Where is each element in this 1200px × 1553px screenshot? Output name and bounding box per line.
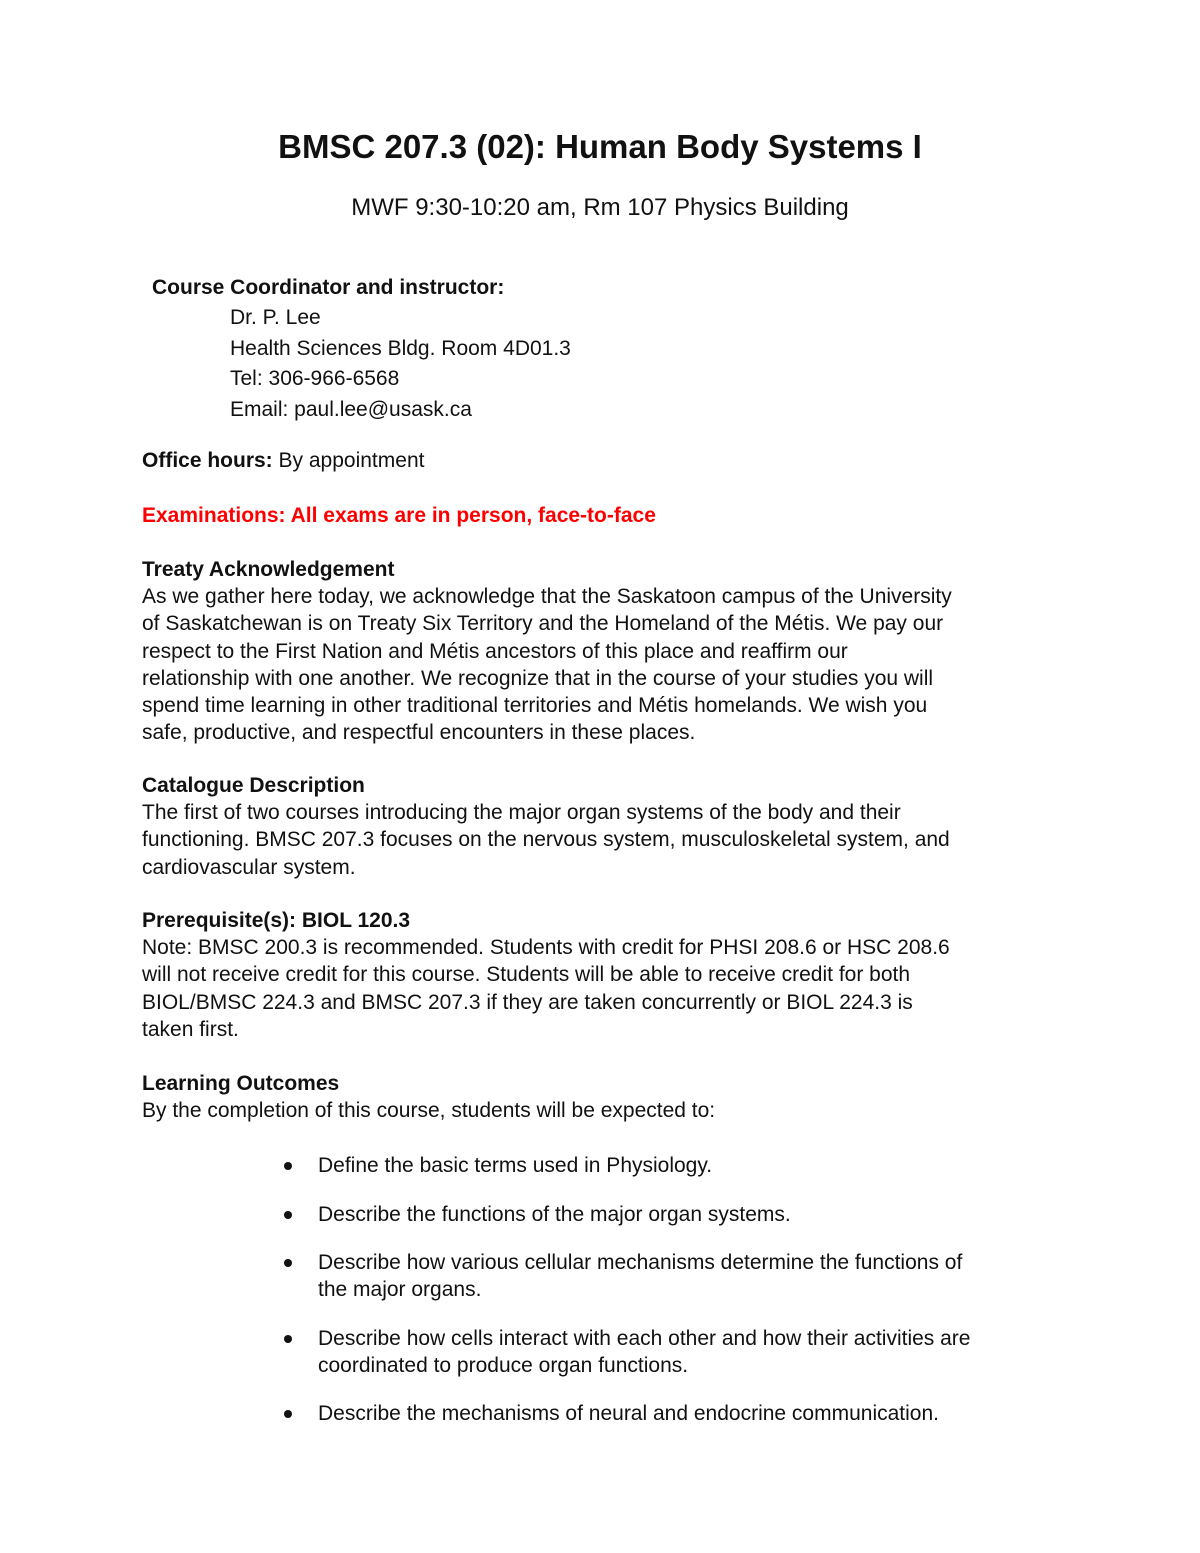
- outcomes-heading: Learning Outcomes: [142, 1072, 340, 1095]
- outcomes-section: [142, 1070, 1062, 1124]
- catalogue-section: [142, 772, 1062, 881]
- list-item-text: Define the basic terms used in Physiology.: [318, 1154, 713, 1177]
- prerequisite-line: BIOL/BMSC 224.3 and BMSC 207.3 if they are taken concurrently or BIOL 224.3 is: [142, 990, 913, 1014]
- catalogue-heading: Catalogue Description: [142, 774, 365, 797]
- bullet-icon: [284, 1410, 292, 1418]
- treaty-line: of Saskatchewan is on Treaty Six Territory and the Homeland of the Métis. We pay our: [142, 612, 944, 636]
- prerequisite-line: will not receive credit for this course. Students will be able to receive credit for both: [142, 963, 911, 987]
- list-item-text: coordinated to produce organ functions.: [318, 1354, 689, 1378]
- instructor-office: Health Sciences Bldg. Room 4D01.3: [230, 336, 571, 360]
- treaty-heading: Treaty Acknowledgement: [142, 558, 395, 581]
- list-item-text: the major organs.: [318, 1278, 482, 1302]
- treaty-line: respect to the First Nation and Métis ancestors of this place and reaffirm our: [142, 639, 848, 663]
- list-item-text: Describe the functions of the major organ systems.: [318, 1203, 791, 1226]
- course-schedule: MWF 9:30-10:20 am, Rm 107 Physics Building: [351, 194, 849, 221]
- outcomes-intro: By the completion of this course, students will be expected to:: [142, 1099, 716, 1123]
- list-item-text: Describe how cells interact with each other and how their activities are: [318, 1327, 971, 1350]
- coordinator-label: Course Coordinator and instructor:: [152, 276, 505, 299]
- course-title: BMSC 207.3 (02): Human Body Systems I: [278, 128, 922, 165]
- treaty-line: spend time learning in other traditional territories and Métis homelands. We wish you: [142, 694, 928, 718]
- treaty-line: relationship with one another. We recognize that in the course of your studies you will: [142, 666, 934, 690]
- contact-block: [230, 303, 571, 425]
- exam-notice: Examinations: All exams are in person, face-to-face: [142, 504, 656, 527]
- bullet-icon: [284, 1162, 292, 1170]
- catalogue-line: The first of two courses introducing the major organ systems of the body and their: [142, 801, 901, 825]
- office-hours: [142, 447, 424, 475]
- catalogue-line: cardiovascular system.: [142, 855, 356, 879]
- bullet-icon: [284, 1335, 292, 1343]
- list-item-text: Describe how various cellular mechanisms determine the functions of: [318, 1251, 963, 1274]
- treaty-section: [142, 556, 1062, 746]
- office-hours-label: Office hours:: [142, 449, 273, 472]
- catalogue-line: functioning. BMSC 207.3 focuses on the nervous system, musculoskeletal system, and: [142, 828, 950, 852]
- prerequisite-line: Note: BMSC 200.3 is recommended. Students with credit for PHSI 208.6 or HSC 208.6: [142, 936, 950, 960]
- office-hours-value: By appointment: [278, 449, 425, 472]
- list-item-text: Describe the mechanisms of neural and endocrine communication.: [318, 1402, 939, 1425]
- prerequisite-section: [142, 907, 1062, 1043]
- bullet-icon: [284, 1211, 292, 1219]
- instructor-email: Email: paul.lee@usask.ca: [230, 397, 472, 421]
- treaty-line: safe, productive, and respectful encounters in these places.: [142, 721, 696, 745]
- prerequisite-heading: Prerequisite(s): BIOL 120.3: [142, 909, 411, 932]
- prerequisite-line: taken first.: [142, 1017, 239, 1041]
- instructor-phone: Tel: 306-966-6568: [230, 367, 400, 390]
- treaty-line: As we gather here today, we acknowledge that the Saskatoon campus of the University: [142, 585, 952, 609]
- bullet-icon: [284, 1259, 292, 1267]
- instructor-name: Dr. P. Lee: [230, 306, 321, 329]
